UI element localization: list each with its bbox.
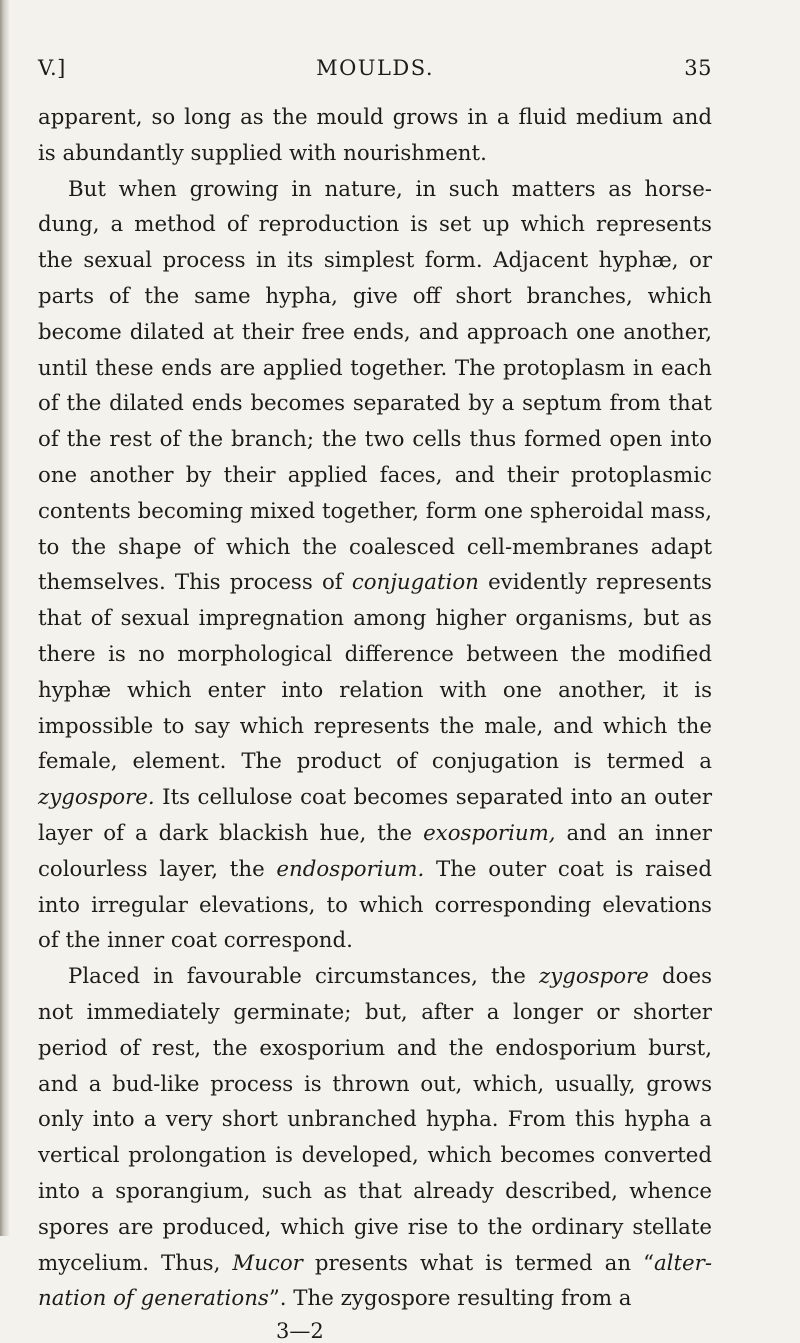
text-run: Its cellulose coat becomes separated into an outer layer of a dark blackish hue, the xyxy=(38,785,712,846)
text-run: Placed in favourable circumstances, the xyxy=(68,964,540,990)
italic-term: exosporium, xyxy=(423,820,556,846)
italic-term: alter-nation of generations xyxy=(38,1250,713,1312)
running-title: MOULDS. xyxy=(316,56,435,80)
paragraph-3 xyxy=(38,959,712,1317)
signature-mark: 3—2 xyxy=(276,1319,324,1343)
paragraph-1 xyxy=(38,100,712,172)
book-binding-edge xyxy=(0,0,10,1236)
italic-term: conjugation xyxy=(351,570,479,596)
text-run: evidently represents that of sexual impregnation among higher organisms, but as there is no morphological difference between the modified hyphæ which enter into relation with one another, it is impossible to say which represents the male, and which the female, element. The product of conjugation is termed a xyxy=(38,570,712,775)
paragraph-2 xyxy=(38,172,712,960)
body-text xyxy=(38,100,712,1317)
text-run: apparent, so long as the mould grows in a fluid medium and is abundantly supplied with nourishment. xyxy=(38,105,712,166)
italic-term: Mucor xyxy=(232,1250,303,1276)
text-run: and an inner colourless layer, the xyxy=(38,820,712,882)
italic-term: zygospore xyxy=(539,964,649,990)
chapter-number: V.] xyxy=(38,56,66,80)
italic-term: zygospore. xyxy=(38,785,155,811)
text-run: ”. The zygospore resulting from a xyxy=(268,1286,632,1312)
page-number: 35 xyxy=(684,56,712,80)
book-page xyxy=(38,56,712,1343)
italic-term: endosporium. xyxy=(276,856,425,882)
running-head xyxy=(38,56,712,90)
text-run: The outer coat is raised into irregular elevations, to which corresponding elevations of the inner coat correspond. xyxy=(38,856,712,954)
text-run: presents what is termed an “ xyxy=(302,1250,654,1276)
text-run: does not immediately germinate; but, after a longer or shorter period of rest, the exosporium and the endosporium burst, and a bud-like process is thrown out, which, usually, grows only into a very short unbranched hypha. From this hypha a vertical prolongation is developed, which becomes converted into a sporangium, such as that already described, whence spores are produced, which give rise to the ordinary stellate mycelium. Thus, xyxy=(38,964,713,1276)
text-run: But when growing in nature, in such matters as horse-dung, a method of reproduction is set up which represents the sexual process in its simplest form. Adjacent hyphæ, or parts of the same hypha, give off short branches, which become dilated at their free ends, and approach one another, until these ends are applied together. The protoplasm in each of the dilated ends becomes separated by a septum from that of the rest of the branch; the two cells thus formed open into one another by their applied faces, and their protoplasmic contents becoming mixed together, form one spheroidal mass, to the shape of which the coalesced cell-membranes adapt themselves. This process of xyxy=(38,176,712,596)
